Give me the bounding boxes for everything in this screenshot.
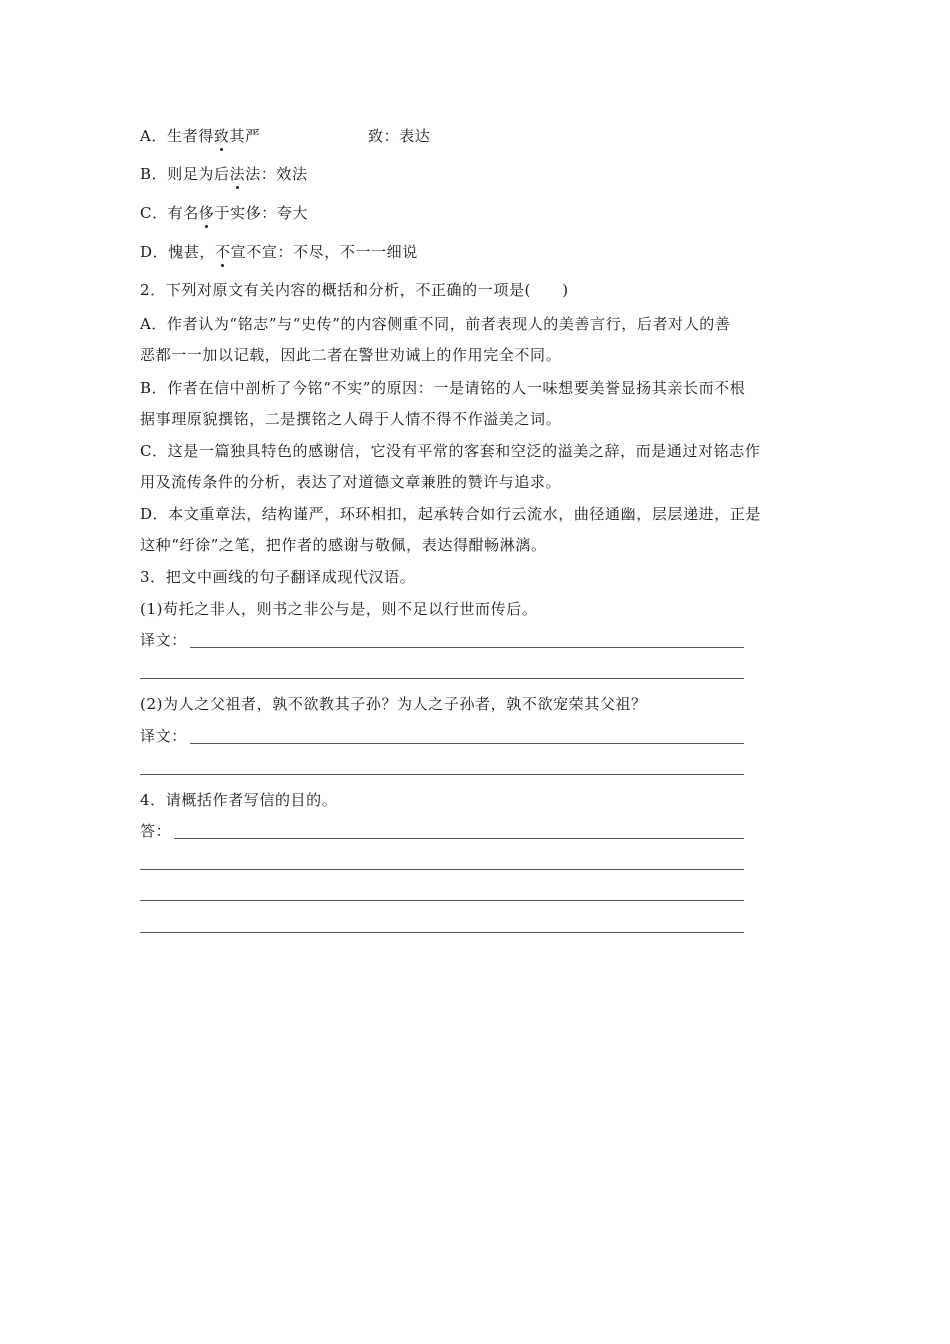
q3-answer-1-blank-2[interactable] (140, 678, 744, 679)
q1-option-a-prefix: A．生者得 (140, 127, 214, 145)
q2-option-a-line1: A．作者认为“铭志”与“史传”的内容侧重不同，前者表现人的美善言行，后者对人的善 (140, 315, 731, 333)
q4-answer-blank-2[interactable] (140, 869, 744, 870)
q4-answer-row-2[interactable] (140, 852, 744, 872)
q1-option-d-suffix: 宣不宣：不尽，不一一细说 (230, 243, 418, 261)
q4-answer-blank-4[interactable] (140, 932, 744, 933)
q2-option-c-line1: C．这是一篇独具特色的感谢信，它没有平常的客套和空泛的溢美之辞，而是通过对铭志作 (140, 442, 761, 460)
q2-option-b-line2: 据事理原貌撰铭，二是撰铭之人碍于人情不得不作溢美之词。 (140, 410, 562, 428)
q3-answer-1-label: 译文： (140, 631, 187, 649)
q1-option-a-meaning: 致：表达 (368, 127, 431, 145)
q3-answer-1-row-2[interactable] (140, 661, 744, 681)
q4-answer-label: 答： (140, 822, 172, 840)
q4-answer-row-1[interactable] (140, 821, 744, 841)
q1-option-a (140, 126, 261, 146)
q1-option-b-suffix: 法：效法 (245, 165, 308, 183)
q1-option-c-prefix: C．有名 (140, 204, 199, 222)
q3-sentence-2: (2)为人之父祖者，孰不欲教其子孙？为人之子孙者，孰不欲宠荣其父祖？ (140, 695, 647, 713)
q2-option-b-line1: B．作者在信中剖析了今铭“不实”的原因：一是请铭的人一味想要美誉显扬其亲长而不根 (140, 379, 746, 397)
q2-option-d-line2: 这种“纡徐”之笔，把作者的感谢与敬佩，表达得酣畅淋漓。 (140, 536, 547, 554)
q4-answer-blank-3[interactable] (140, 900, 744, 901)
q2-option-c-line2: 用及流传条件的分析，表达了对道德文章兼胜的赞许与追求。 (140, 473, 562, 491)
q3-stem: 3．把文中画线的句子翻译成现代汉语。 (140, 568, 416, 586)
q3-answer-2-blank-1[interactable] (190, 743, 744, 744)
q1-option-a-dotted-char: 致 (213, 127, 230, 145)
q3-answer-2-blank-2[interactable] (140, 774, 744, 775)
q1-option-b-prefix: B．则足为后 (140, 165, 230, 183)
q3-answer-2-label: 译文： (140, 727, 187, 745)
q1-option-d (140, 242, 418, 262)
q2-option-a-line2: 恶都一一加以记载，因此二者在警世劝诫上的作用完全不同。 (140, 346, 562, 364)
q4-answer-row-4[interactable] (140, 915, 744, 935)
q1-option-a-suffix: 其严 (229, 127, 261, 145)
q4-answer-row-3[interactable] (140, 883, 744, 903)
q3-answer-2-row-2[interactable] (140, 757, 744, 777)
q3-answer-1-blank-1[interactable] (190, 647, 744, 648)
q1-option-b-dotted-char: 法 (229, 165, 246, 183)
q3-answer-1-row-1[interactable] (140, 630, 744, 650)
q3-sentence-1: (1)苟托之非人，则书之非公与是，则不足以行世而传后。 (140, 600, 538, 618)
q1-option-c-suffix: 于实侈：夸大 (214, 204, 309, 222)
q3-answer-2-row-1[interactable] (140, 726, 744, 746)
q1-option-d-dotted-char: 不 (215, 243, 231, 261)
q4-stem: 4．请概括作者写信的目的。 (140, 791, 338, 809)
q1-option-d-prefix: D．愧甚， (140, 243, 216, 261)
q4-answer-blank-1[interactable] (174, 838, 744, 839)
q1-option-b (140, 164, 308, 184)
q1-option-c (140, 203, 308, 223)
q1-option-c-dotted-char: 侈 (198, 204, 215, 222)
q2-option-d-line1: D．本文重章法，结构谨严，环环相扣，起承转合如行云流水，曲径通幽，层层递进，正是 (140, 505, 762, 523)
q2-stem: 2．下列对原文有关内容的概括和分析，不正确的一项是( ) (140, 281, 569, 299)
